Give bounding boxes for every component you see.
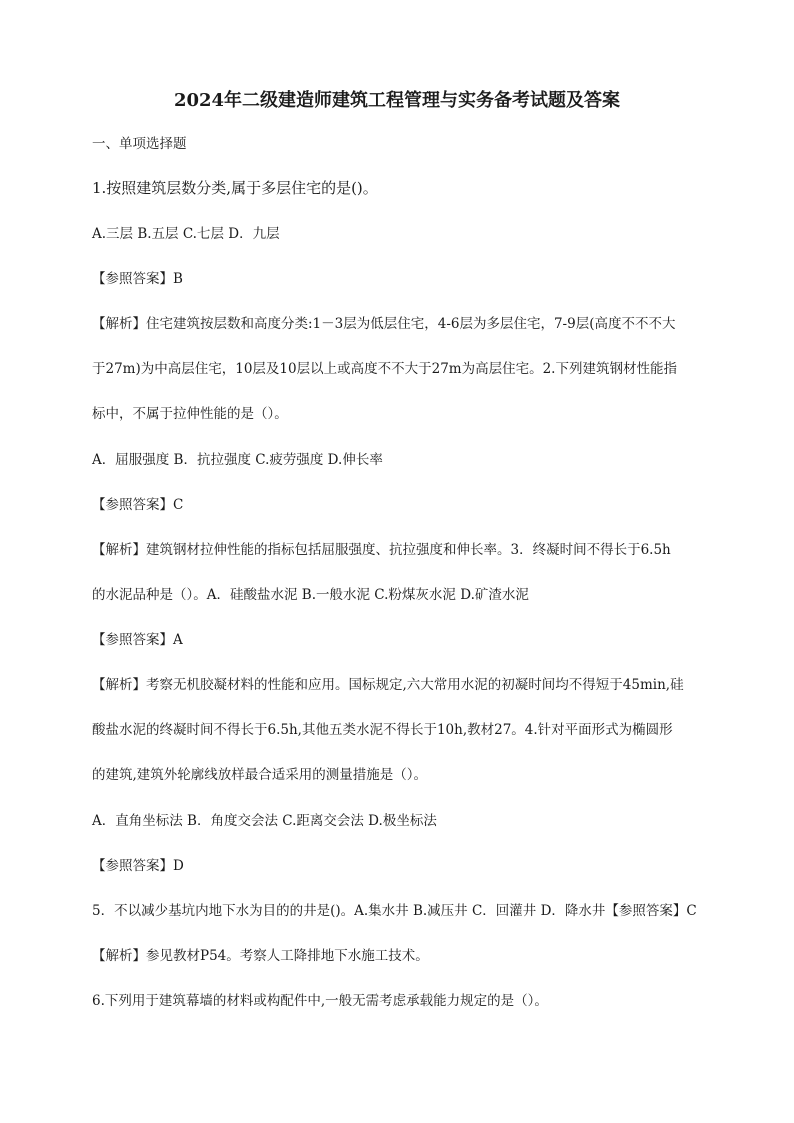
question-5: 5．不以减少基坑内地下水为目的的井是()。A.集水井 B.减压井 C．回灌井 D．降水井【参照答案】C: [92, 903, 697, 919]
question-4-line: 的建筑,建筑外轮廓线放样最合适采用的测量措施是（）。: [92, 767, 428, 783]
document-title: 2024年二级建造师建筑工程管理与实务备考试题及答案: [173, 90, 621, 111]
question-3-options: 的水泥品种是（）。A．硅酸盐水泥 B.一般水泥 C.粉煤灰水泥 D.矿渣水泥: [92, 587, 529, 603]
question-2-options: A．屈服强度 B．抗拉强度 C.疲劳强度 D.伸长率: [92, 452, 383, 468]
question-4-options: A．直角坐标法 B．角度交会法 C.距离交会法 D.极坐标法: [92, 813, 437, 829]
analysis-3-line-2: 酸盐水泥的终凝时间不得长于6.5h,其他五类水泥不得长于10h,教材27。4.针对平面形式为椭圆形: [92, 722, 673, 738]
question-1-options: A.三层 B.五层 C.七层 D．九层: [92, 226, 280, 242]
analysis-3-line-1: 【解析】考察无机胶凝材料的性能和应用。国标规定,六大常用水泥的初凝时间均不得短于45min,硅: [92, 677, 684, 693]
analysis-1-line-2: 于27m)为中高层住宅，10层及10层以上或高度不不大于27m为高层住宅。2.下列建筑钢材性能指: [92, 361, 677, 377]
analysis-5: 【解析】参见教材P54。考察人工降排地下水施工技术。: [92, 948, 429, 964]
section-heading: 一、单项选择题: [92, 136, 187, 152]
answer-3: 【参照答案】A: [92, 632, 183, 648]
question-1: 1.按照建筑层数分类,属于多层住宅的是()。: [92, 179, 378, 197]
analysis-2-line-1: 【解析】建筑钢材拉伸性能的指标包括屈服强度、抗拉强度和伸长率。3．终凝时间不得长于6.5h: [92, 542, 671, 558]
question-2-line: 标中，不属于拉伸性能的是（）。: [92, 406, 288, 422]
answer-1: 【参照答案】B: [92, 271, 183, 287]
answer-4: 【参照答案】D: [92, 858, 184, 874]
analysis-1-line-1: 【解析】住宅建筑按层数和高度分类:1－3层为低层住宅，4-6层为多层住宅，7-9层(高度不不不大: [92, 316, 676, 332]
question-6: 6.下列用于建筑幕墙的材料或构配件中,一般无需考虑承载能力规定的是（）。: [92, 993, 548, 1009]
answer-2: 【参照答案】C: [92, 497, 184, 513]
